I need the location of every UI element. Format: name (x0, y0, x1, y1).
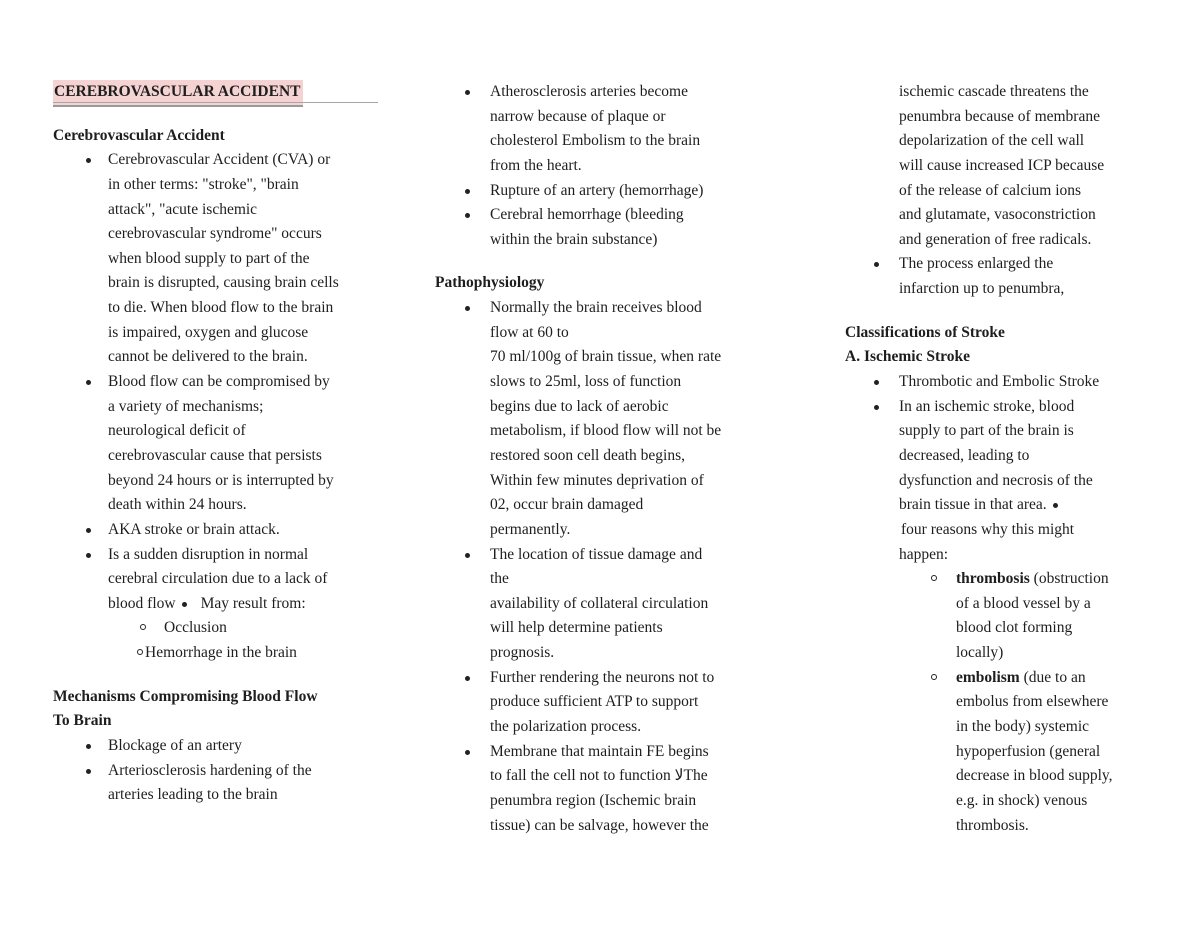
text-line: Blockage of an artery (108, 737, 242, 755)
text-line: cerebrovascular cause that persists (108, 446, 322, 464)
bullet-sudden-disruption (53, 543, 393, 617)
circle-bullet-icon (137, 649, 143, 655)
text-line: locally) (956, 644, 1004, 662)
bullet-tissue-damage (435, 543, 775, 666)
bullet-icon (465, 306, 470, 311)
text-line: within the brain substance) (490, 230, 658, 248)
text-line: in other terms: "stroke", "brain (108, 175, 299, 193)
text-line: to fall the cell not to function لاThe (490, 767, 708, 785)
text-line: availability of collateral circulation (490, 594, 709, 612)
text-line: Within few minutes deprivation of (490, 471, 704, 489)
column-2 (435, 80, 775, 838)
text-line: arteries leading to the brain (108, 786, 278, 804)
sub-bullet-hemorrhage: Hemorrhage in the brain (53, 641, 393, 666)
bullet-membrane (435, 740, 775, 839)
bullet-icon (465, 90, 470, 95)
text-line: attack", "acute ischemic (108, 200, 258, 218)
text-line: happen: (899, 545, 949, 563)
text-line: begins due to lack of aerobic (490, 397, 669, 415)
text-line: thrombosis (obstruction (956, 570, 1109, 588)
text-line: infarction up to penumbra, (899, 280, 1065, 298)
section-heading-mechanisms: Mechanisms Compromising Blood Flow (53, 687, 318, 705)
text-line: embolism (due to an (956, 668, 1086, 686)
text-line: permanently. (490, 520, 571, 538)
text-line: will help determine patients (490, 619, 663, 637)
circle-bullet-icon (931, 575, 937, 581)
text-line: decrease in blood supply, (956, 767, 1113, 785)
text-line: metabolism, if blood flow will not be (490, 422, 722, 440)
bullet-rupture (435, 179, 775, 204)
text-line: Atherosclerosis arteries become (490, 83, 688, 100)
text-line: of a blood vessel by a (956, 594, 1091, 612)
bullet-icon (86, 769, 91, 774)
bullet-atp (435, 666, 775, 740)
text-line: and glutamate, vasoconstriction (899, 206, 1096, 224)
text-line: is impaired, oxygen and glucose (108, 323, 309, 341)
text-line: thrombosis. (956, 816, 1029, 834)
text-line: cholesterol Embolism to the brain (490, 132, 701, 150)
bullet-process-enlarged (845, 252, 1155, 301)
text-line: beyond 24 hours or is interrupted by (108, 471, 334, 489)
text-line: Cerebral hemorrhage (bleeding (490, 206, 684, 224)
bullet-cva-definition (53, 148, 393, 370)
section-heading-cva: Cerebrovascular Accident (53, 126, 225, 144)
document-title: CEREBROVASCULAR ACCIDENT (53, 80, 303, 107)
bullet-icon (86, 553, 91, 558)
text-line: cerebral circulation due to a lack of (108, 570, 328, 588)
column-1 (53, 80, 393, 808)
text-line: Membrane that maintain FE begins (490, 742, 709, 760)
text-line: blood flow May result from: (108, 594, 306, 612)
text-line: flow at 60 to (490, 323, 569, 341)
text-line: AKA stroke or brain attack. (108, 520, 280, 538)
text-line: hypoperfusion (general (956, 742, 1101, 760)
bullet-icon (874, 380, 879, 385)
circle-bullet-icon (140, 624, 146, 630)
bullet-continuation (845, 80, 1155, 252)
text-line: Normally the brain receives blood (490, 299, 702, 317)
text-line: when blood supply to part of the (108, 249, 310, 267)
bullet-icon (1053, 503, 1058, 508)
text-line: supply to part of the brain is (899, 422, 1074, 440)
text-line: the polarization process. (490, 718, 642, 736)
text-line: restored soon cell death begins, (490, 446, 685, 464)
text-line: penumbra because of membrane (899, 107, 1100, 125)
text-line: Cerebrovascular Accident (CVA) or (108, 151, 331, 169)
bullet-icon (465, 676, 470, 681)
column-3 (845, 80, 1155, 838)
text-line: brain tissue in that area. (899, 493, 1155, 518)
text-line: Is a sudden disruption in normal (108, 545, 309, 563)
text-line: produce sufficient ATP to support (490, 693, 699, 711)
text-line: 02, occur brain damaged (490, 496, 644, 514)
text-line: the (490, 570, 509, 588)
bullet-blockage (53, 734, 393, 759)
text-line: The process enlarged the (899, 255, 1054, 273)
bullet-icon (874, 405, 879, 410)
text-line: Rupture of an artery (hemorrhage) (490, 181, 704, 199)
bullet-arteriosclerosis (53, 759, 393, 808)
bullet-icon (86, 744, 91, 749)
text-line: decreased, leading to (899, 446, 1030, 464)
text-line: depolarization of the cell wall (899, 132, 1085, 150)
bullet-icon (465, 750, 470, 755)
bullet-thrombotic-embolic (845, 370, 1155, 395)
text-line: Blood flow can be compromised by (108, 373, 330, 391)
text-line: in the body) systemic (956, 718, 1090, 736)
bullet-icon (182, 602, 187, 607)
bullet-blood-flow (53, 370, 393, 518)
text-line: of the release of calcium ions (899, 181, 1082, 199)
text-line: death within 24 hours. (108, 496, 247, 514)
bullet-cerebral-hemorrhage (435, 203, 775, 252)
text-line: e.g. in shock) venous (956, 791, 1088, 809)
text-line: penumbra region (Ischemic brain (490, 791, 697, 809)
text-line: dysfunction and necrosis of the (899, 471, 1093, 489)
text-line: a variety of mechanisms; (108, 397, 264, 415)
bullet-atherosclerosis (435, 80, 775, 179)
text-line: cannot be delivered to the brain. (108, 348, 308, 366)
text-line: The location of tissue damage and (490, 545, 703, 563)
text-line: four reasons why this might (901, 520, 1075, 538)
text-line: ischemic cascade threatens the (899, 83, 1089, 100)
text-line: will cause increased ICP because (899, 156, 1105, 174)
bullet-icon (874, 262, 879, 267)
text-line: Thrombotic and Embolic Stroke (899, 373, 1100, 391)
sub-bullet-occlusion: Occlusion (53, 616, 393, 641)
text-line: narrow because of plaque or (490, 107, 666, 125)
text-line: from the heart. (490, 156, 582, 174)
section-heading-mechanisms-cont: To Brain (53, 712, 112, 730)
text-line: prognosis. (490, 644, 555, 662)
text-line: embolus from elsewhere (956, 693, 1109, 711)
title-underline (53, 102, 378, 103)
circle-bullet-icon (931, 674, 937, 680)
text-line: and generation of free radicals. (899, 230, 1092, 248)
text-line: brain is disrupted, causing brain cells (108, 274, 339, 292)
text-line: Further rendering the neurons not to (490, 668, 715, 686)
text-line: blood clot forming (956, 619, 1073, 637)
subheading-ischemic-stroke: A. Ischemic Stroke (845, 348, 970, 366)
bullet-icon (86, 528, 91, 533)
text-line: tissue) can be salvage, however the (490, 816, 709, 834)
text-line: slows to 25ml, loss of function (490, 373, 682, 391)
bullet-icon (86, 158, 91, 163)
sub-bullet-thrombosis (845, 567, 1155, 666)
text-line: to die. When blood flow to the brain (108, 299, 334, 317)
section-heading-classifications: Classifications of Stroke (845, 323, 1005, 341)
text-line: In an ischemic stroke, blood (899, 397, 1075, 415)
text-line: cerebrovascular syndrome" occurs (108, 225, 322, 243)
text-line: neurological deficit of (108, 422, 246, 440)
title-line (53, 80, 393, 105)
bullet-aka (53, 518, 393, 543)
bullet-icon (86, 380, 91, 385)
bullet-icon (465, 553, 470, 558)
bullet-ischemic-definition (845, 395, 1155, 567)
text-line: Arteriosclerosis hardening of the (108, 761, 312, 779)
sub-bullet-embolism (845, 666, 1155, 838)
text-line: 70 ml/100g of brain tissue, when rate (490, 348, 722, 366)
bullet-normal-brain (435, 296, 775, 542)
section-heading-pathophysiology: Pathophysiology (435, 274, 545, 292)
bullet-icon (465, 189, 470, 194)
bullet-icon (465, 213, 470, 218)
